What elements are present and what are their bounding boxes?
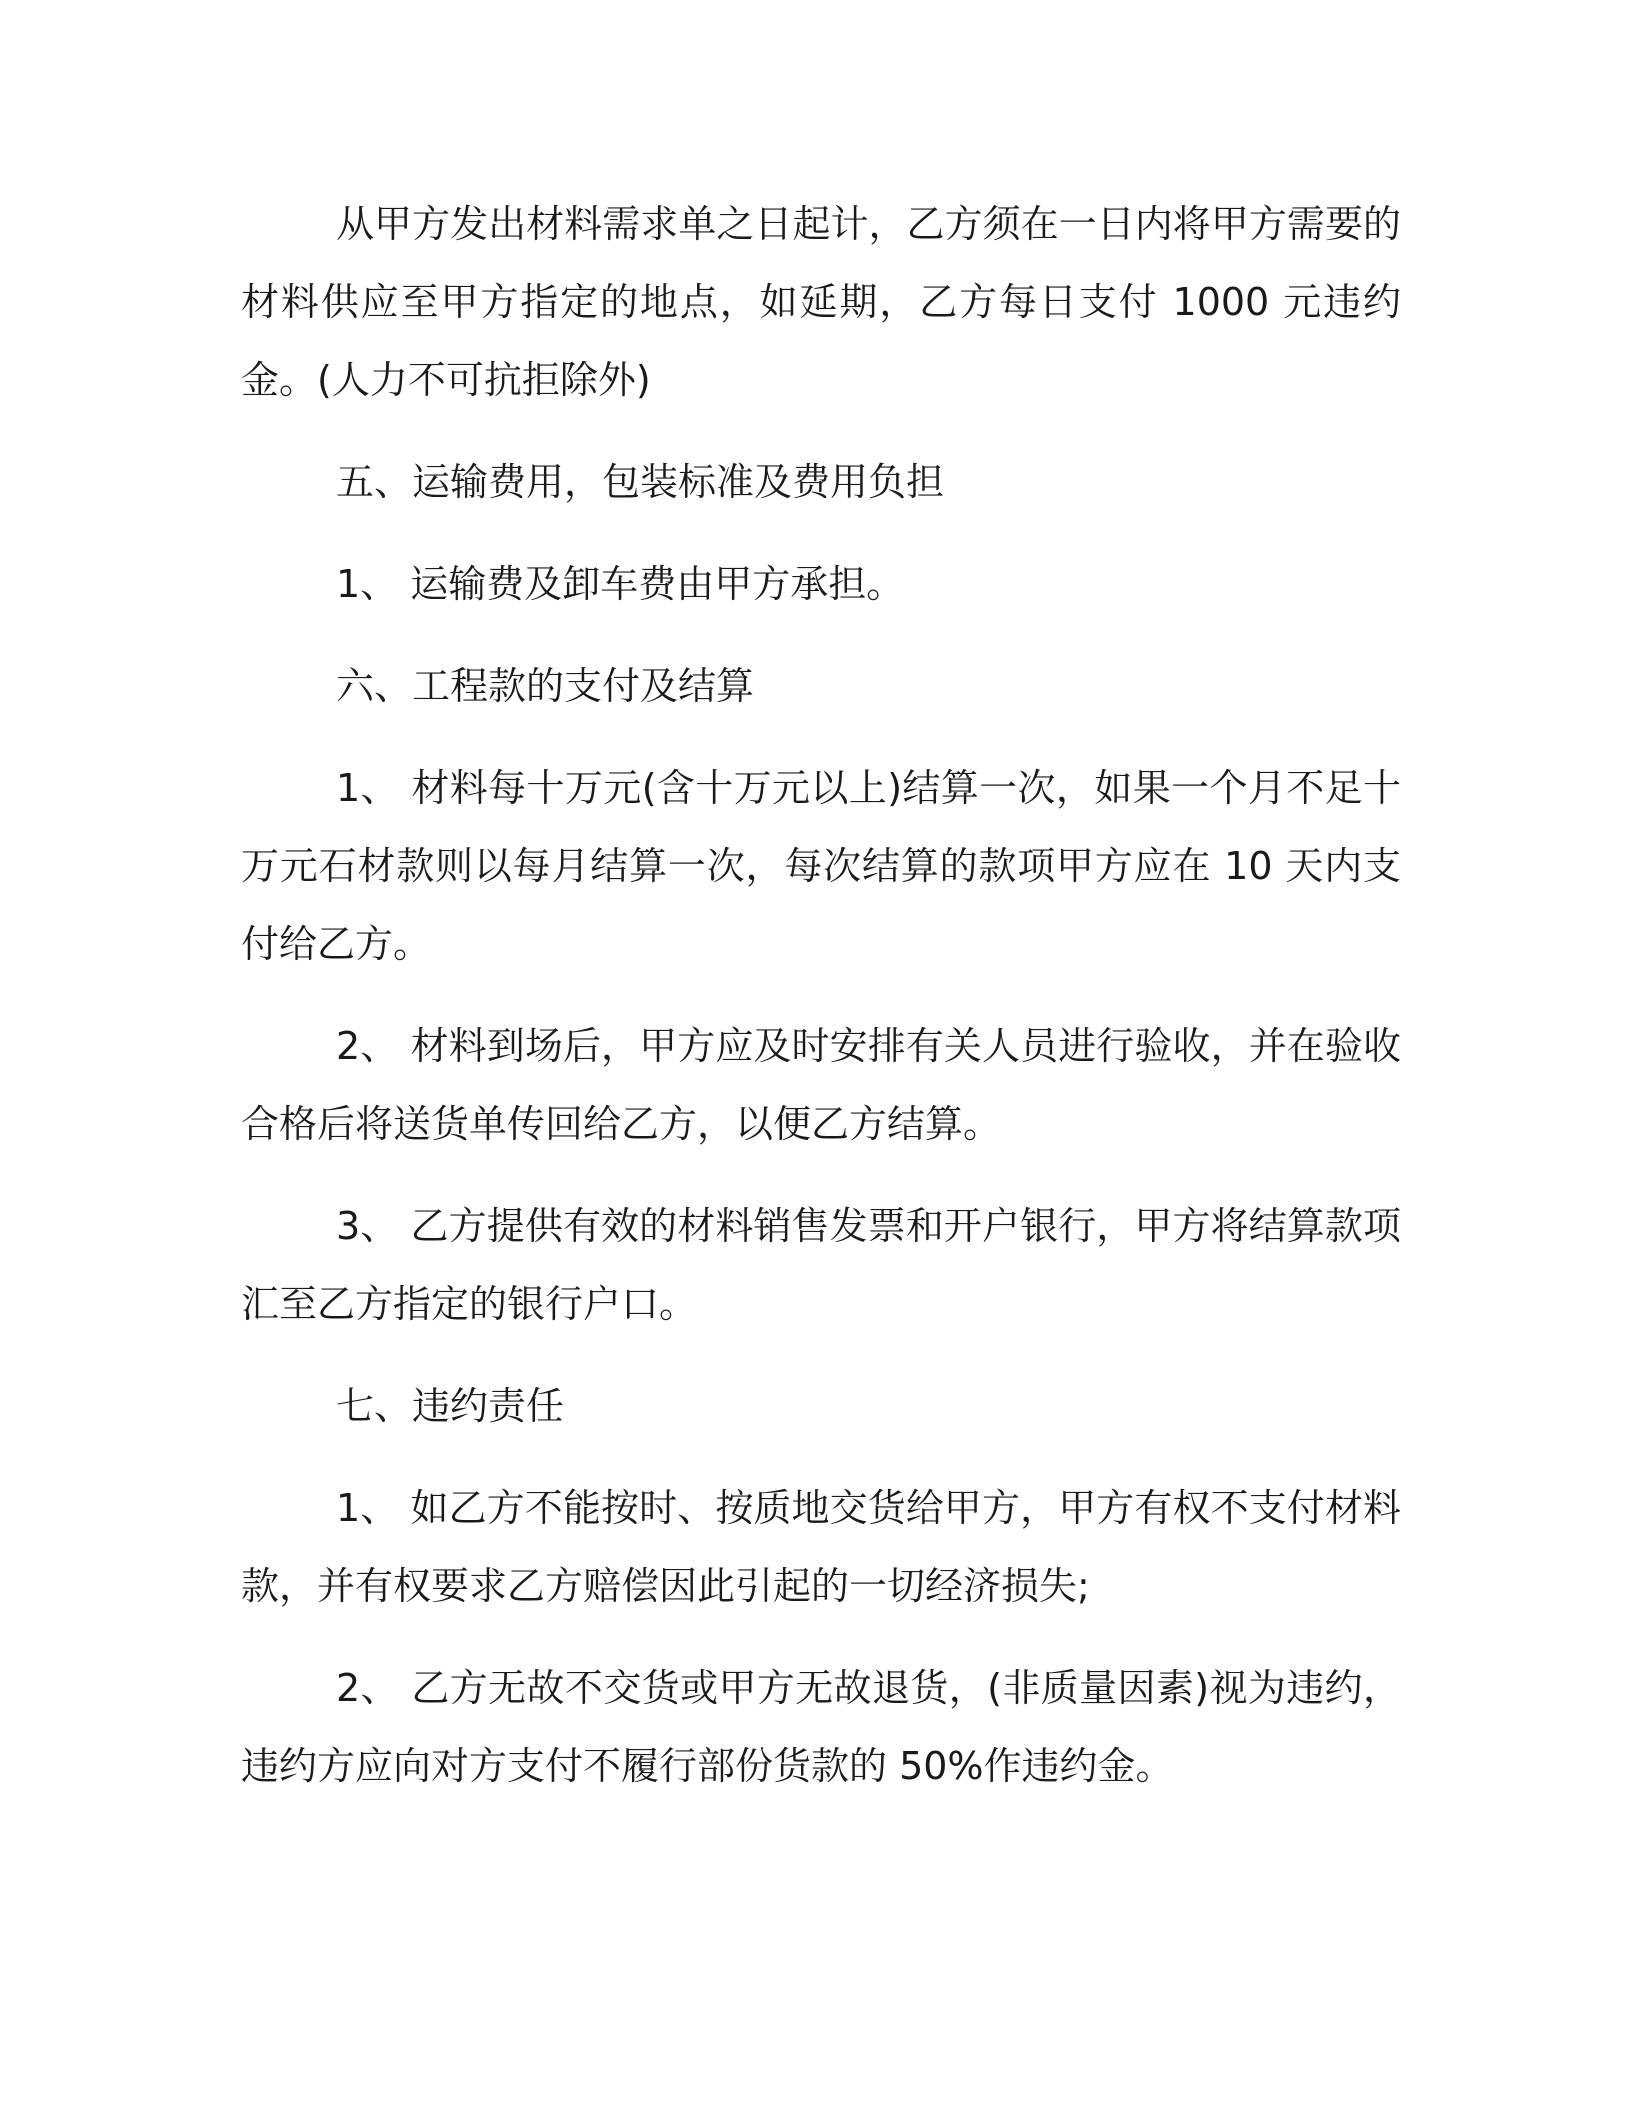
document-body [241,185,1401,1829]
clause-payment-1: 1、 材料每十万元(含十万元以上)结算一次，如果一个月不足十万元石材款则以每月结算一次，每次结算的款项甲方应在 10 天内支付给乙方。 [241,766,1401,966]
clause-liability-1: 1、 如乙方不能按时、按质地交货给甲方，甲方有权不支付材料款，并有权要求乙方赔偿因此引起的一切经济损失; [241,1486,1401,1608]
clause-payment-2: 2、 材料到场后，甲方应及时安排有关人员进行验收，并在验收合格后将送货单传回给乙方，以便乙方结算。 [241,1024,1401,1146]
clause-payment-3: 3、 乙方提供有效的材料销售发票和开户银行，甲方将结算款项汇至乙方指定的银行户口。 [241,1204,1401,1326]
section-heading-payment: 六、工程款的支付及结算 [336,664,755,708]
section-heading-transport: 五、运输费用，包装标准及费用负担 [336,460,945,504]
paragraph-delivery-terms: 从甲方发出材料需求单之日起计，乙方须在一日内将甲方需要的材料供应至甲方指定的地点，如延期，乙方每日支付 1000 元违约金。(人力不可抗拒除外) [241,202,1401,402]
clause-transport-1: 1、 运输费及卸车费由甲方承担。 [336,562,905,606]
section-heading-liability: 七、违约责任 [336,1384,565,1428]
clause-liability-2: 2、 乙方无故不交货或甲方无故退货，(非质量因素)视为违约，违约方应向对方支付不履行部份货款的 50%作违约金。 [241,1666,1401,1788]
